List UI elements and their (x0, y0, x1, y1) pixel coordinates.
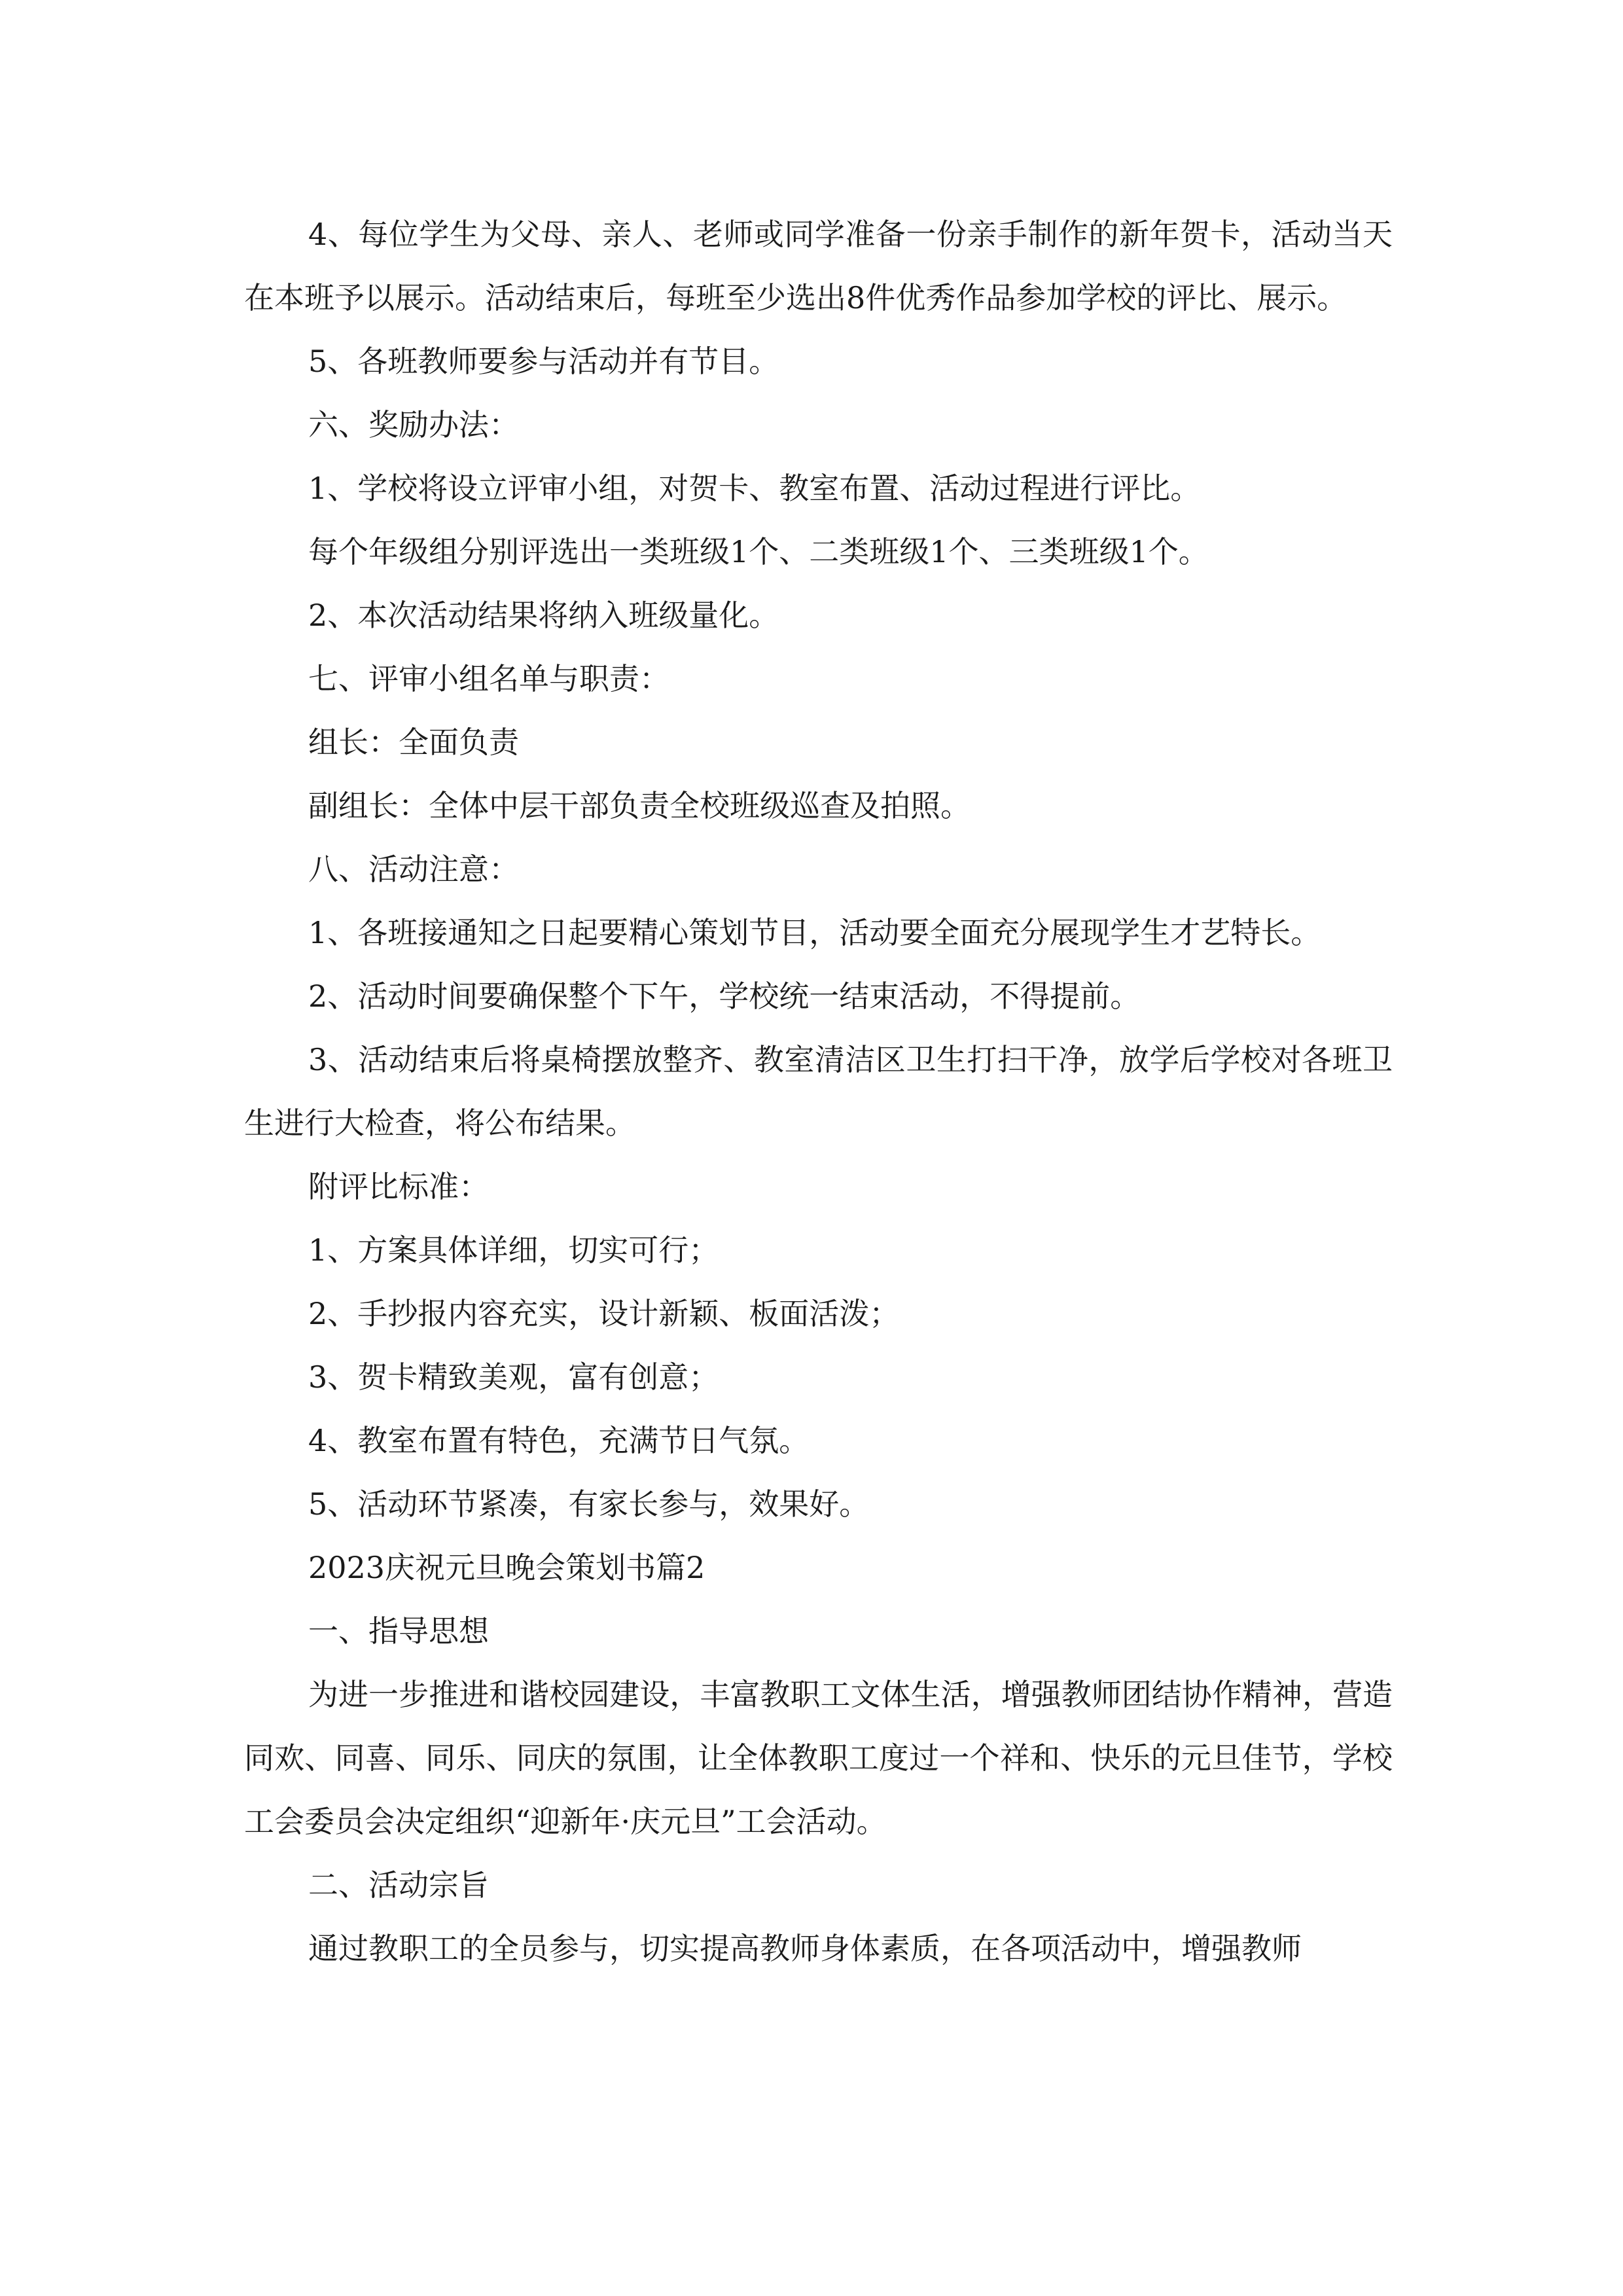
paragraph-criteria-4: 4、教室布置有特色，充满节日气氛。 (308, 1423, 810, 1458)
heading-evaluation-criteria: 附评比标准： (308, 1169, 489, 1204)
paragraph-class-ranking: 每个年级组分别评选出一类班级1个、二类班级1个、三类班级1个。 (308, 534, 1209, 569)
section-title-plan-2: 2023庆祝元旦晚会策划书篇2 (308, 1550, 705, 1585)
heading-review-group-list: 七、评审小组名单与职责： (308, 661, 669, 696)
heading-activity-notes: 八、活动注意： (308, 852, 519, 887)
paragraph-group-leader: 组长：全面负责 (308, 725, 519, 760)
paragraph-review-group: 1、学校将设立评审小组，对贺卡、教室布置、活动过程进行评比。 (308, 471, 1201, 506)
paragraph-deputy-leader: 副组长：全体中层干部负责全校班级巡查及拍照。 (308, 788, 971, 823)
paragraph-activity-purpose: 通过教职工的全员参与，切实提高教师身体素质，在各项活动中，增强教师 (308, 1931, 1302, 1966)
paragraph-greeting-card-item: 4、每位学生为父母、亲人、老师或同学准备一份亲手制作的新年贺卡，活动当天在本班予以展示。活动结束后，每班至少选出8件优秀作品参加学校的评比、展示。 (244, 217, 1393, 315)
heading-reward-method: 六、奖励办法： (308, 407, 519, 442)
paragraph-teacher-participation: 5、各班教师要参与活动并有节目。 (308, 344, 779, 379)
paragraph-quantification: 2、本次活动结果将纳入班级量化。 (308, 598, 779, 633)
paragraph-guiding-ideology: 为进一步推进和谐校园建设，丰富教职工文体生活，增强教师团结协作精神，营造同欢、同喜、同乐、同庆的氛围，让全体教职工度过一个祥和、快乐的元旦佳节，学校工会委员会决定组织“迎新年·庆元旦”工会活动。 (244, 1677, 1393, 1839)
paragraph-note-2: 2、活动时间要确保整个下午，学校统一结束活动，不得提前。 (308, 978, 1141, 1014)
paragraph-criteria-5: 5、活动环节紧凑，有家长参与，效果好。 (308, 1486, 870, 1522)
paragraph-criteria-1: 1、方案具体详细，切实可行； (308, 1232, 719, 1268)
heading-activity-purpose: 二、活动宗旨 (308, 1867, 489, 1903)
document-body (244, 203, 1393, 1981)
paragraph-note-1: 1、各班接通知之日起要精心策划节目，活动要全面充分展现学生才艺特长。 (308, 915, 1321, 950)
paragraph-note-3: 3、活动结束后将桌椅摆放整齐、教室清洁区卫生打扫干净，放学后学校对各班卫生进行大检查，将公布结果。 (244, 1042, 1393, 1141)
paragraph-criteria-3: 3、贺卡精致美观，富有创意； (308, 1359, 719, 1395)
heading-guiding-ideology: 一、指导思想 (308, 1613, 489, 1649)
paragraph-criteria-2: 2、手抄报内容充实，设计新颖、板面活泼； (308, 1296, 900, 1331)
